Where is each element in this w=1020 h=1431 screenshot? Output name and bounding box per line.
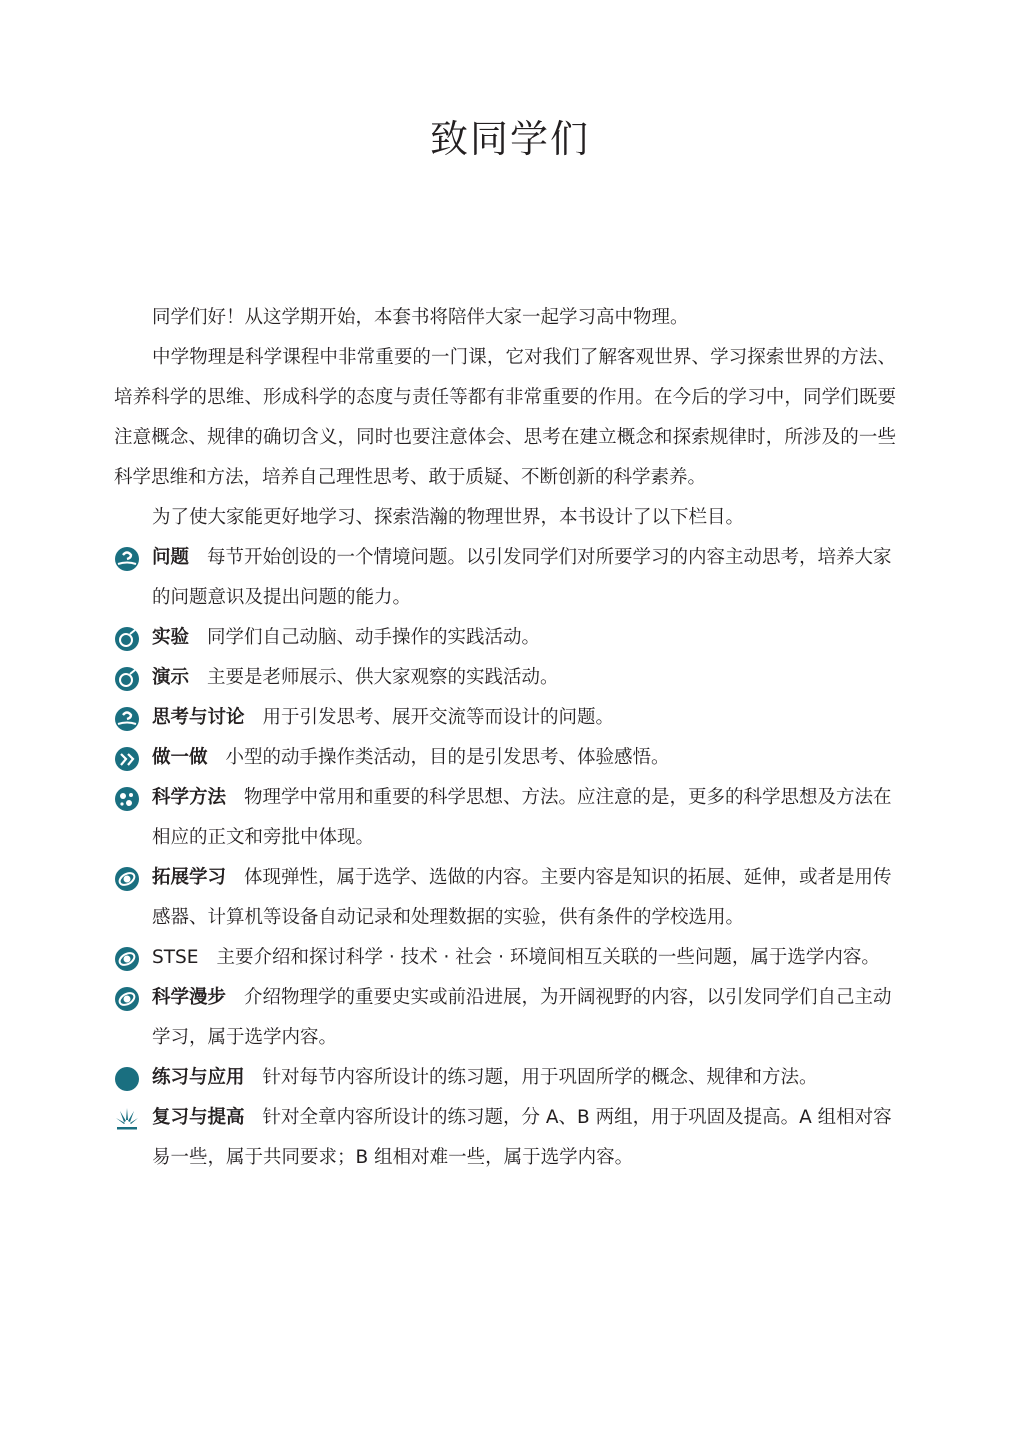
section-label: STSE [152,947,199,968]
section-label: 实验 [152,627,190,648]
section-label: 问题 [152,547,190,568]
section-desc: 用于引发思考、展开交流等而设计的问题。 [262,707,615,728]
section-desc: 每节开始创设的一个情境问题。以引发同学们对所要学习的内容主动思考，培养大家的问题意识及提出问题的能力。 [152,547,892,608]
section-science-ramble [114,978,896,1058]
extended-learning-icon [114,866,140,892]
scientific-method-icon [114,786,140,812]
section-desc: 物理学中常用和重要的科学思想、方法。应注意的是，更多的科学思想及方法在相应的正文和旁批中体现。 [152,787,892,848]
section-review [114,1098,896,1178]
hands-on-icon [114,746,140,772]
discussion-icon [114,706,140,732]
section-desc: 主要介绍和探讨科学 · 技术 · 社会 · 环境间相互关联的一些问题，属于选学内容。 [216,947,880,968]
stse-icon [114,946,140,972]
section-label: 做一做 [152,747,208,768]
section-desc: 小型的动手操作类活动，目的是引发思考、体验感悟。 [225,747,670,768]
question-icon [114,546,140,572]
section-label: 拓展学习 [152,867,227,888]
section-label: 复习与提高 [152,1107,245,1128]
section-desc: 针对全章内容所设计的练习题，分 A、B 两组，用于巩固及提高。A 组相对容易一些，属于共同要求；B 组相对难一些，属于选学内容。 [152,1107,892,1168]
section-experiment [114,618,896,658]
section-demonstration [114,658,896,698]
section-label: 科学漫步 [152,987,227,1008]
section-extended-learning [114,858,896,938]
section-desc: 同学们自己动脑、动手操作的实践活动。 [207,627,541,648]
section-practice [114,1058,896,1098]
section-label: 练习与应用 [152,1067,245,1088]
section-desc: 体现弹性，属于选学、选做的内容。主要内容是知识的拓展、延伸，或者是用传感器、计算机等设备自动记录和处理数据的实验，供有条件的学校选用。 [152,867,892,928]
experiment-icon [114,626,140,652]
section-desc: 主要是老师展示、供大家观察的实践活动。 [207,667,559,688]
section-question [114,538,896,618]
section-hands-on [114,738,896,778]
demonstration-icon [114,666,140,692]
section-desc: 介绍物理学的重要史实或前沿进展，为开阔视野的内容，以引发同学们自己主动学习，属于选学内容。 [152,987,892,1048]
section-scientific-method [114,778,896,858]
physics-paragraph: 中学物理是科学课程中非常重要的一门课，它对我们了解客观世界、学习探索世界的方法、培养科学的思维、形成科学的态度与责任等都有非常重要的作用。在今后的学习中，同学们既要注意概念、规律的确切含义，同时也要注意体会、思考在建立概念和探索规律时，所涉及的一些科学思维和方法，培养自己理性思考、敢于质疑、不断创新的科学素养。 [114,347,896,488]
section-label: 科学方法 [152,787,227,808]
letter-body [114,298,896,1178]
intro-paragraph: 同学们好！从这学期开始，本套书将陪伴大家一起学习高中物理。 [152,307,689,328]
review-icon [114,1106,140,1132]
science-ramble-icon [114,986,140,1012]
practice-icon [114,1066,140,1092]
section-discussion [114,698,896,738]
columns-intro-paragraph: 为了使大家能更好地学习、探索浩瀚的物理世界，本书设计了以下栏目。 [152,507,745,528]
page-title: 致同学们 [429,117,590,161]
section-stse [114,938,896,978]
section-label: 演示 [152,667,190,688]
section-label: 思考与讨论 [152,707,245,728]
section-desc: 针对每节内容所设计的练习题，用于巩固所学的概念、规律和方法。 [262,1067,818,1088]
